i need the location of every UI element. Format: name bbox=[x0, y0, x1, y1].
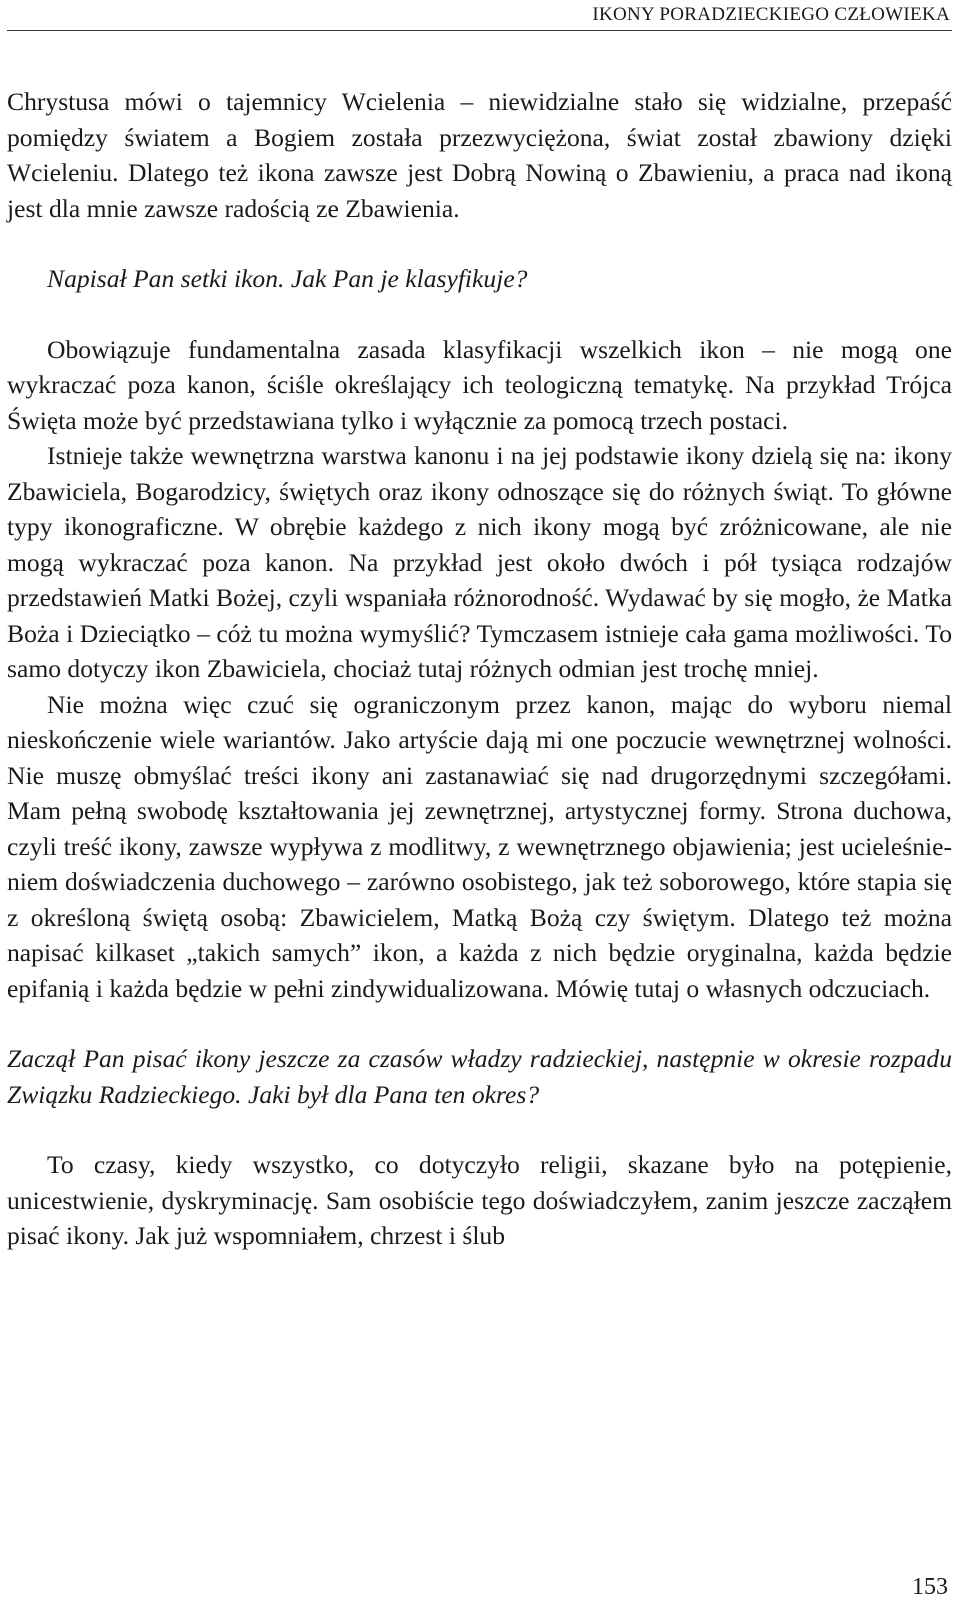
paragraph-gap bbox=[7, 1112, 952, 1147]
paragraph-gap bbox=[7, 1006, 952, 1041]
answer-paragraph: Istnieje także wewnętrzna warstwa kanonu i na jej podstawie ikony dzielą się na: ikony Zbawiciela, Bogarodzicy, świętych oraz ikony odnoszące się do różnych świąt. To główne typy ikonograficzne. W obrębie każdego z nich ikony mogą być zróżnicowane, ale nie mogą wykraczać poza kanon. Na przykład jest około dwóch i pół tysiąca rodzajów przedstawień Matki Bożej, czyli wspaniała różnorodność. Wydawać by się mogło, że Matka Boża i Dzieciątko – cóż tu można wymyślić? Tymczasem istnieje cała gama możliwości. To samo dotyczy ikon Zbawiciela, chociaż tutaj różnych odmian jest trochę mniej. bbox=[7, 441, 952, 683]
paragraph-continued: Chrystusa mówi o tajemnicy Wcielenia – niewidzialne stało się widzialne, przepaść pomiędzy światem a Bogiem została przezwyciężona, świat został zbawiony dzięki Wcieleniu. Dlatego też ikona zawsze jest Dobrą Nowiną o Zbawieniu, a praca nad ikoną jest dla mnie zawsze radością ze Zbawienia. bbox=[7, 87, 952, 223]
answer-paragraph: To czasy, kiedy wszystko, co dotyczyło religii, skazane było na potępienie, unicestwienie, dyskryminację. Sam osobiście tego doświadczyłem, zanim jeszcze zacząłem pisać ikony. Jak już wspomniałem, chrzest i ślub bbox=[7, 1150, 952, 1250]
paragraph-gap bbox=[7, 297, 952, 332]
running-head: IKONY PORADZIECKIEGO CZŁOWIEKA bbox=[592, 4, 950, 25]
paragraph-gap bbox=[7, 226, 952, 261]
answer-paragraph: Obowiązuje fundamentalna zasada klasyfikacji wszelkich ikon – nie mogą one wykraczać poza kanon, ściśle określający ich teologiczną tematykę. Na przykład Trójca Święta może być przedstawiana tylko i wyłącznie za pomocą trzech postaci. bbox=[7, 334, 952, 435]
page-number: 153 bbox=[912, 1574, 948, 1600]
answer-paragraph: Nie można więc czuć się ograniczonym przez kanon, mając do wyboru niemal nieskończenie wiele wariantów. Jako artyście dają mi one poczucie wewnętrznej wolności. Nie muszę obmyślać treści ikony ani zastanawiać się nad drugorzędnymi szczegółami. Mam pełną swobodę kształtowania jej zewnętrznej, artystycznej formy. Strona duchowa, czyli treść ikony, zawsze wypływa z modlitwy, z wewnętrznego objawienia; jest ucieleśnieniem doświadczenia duchowego – zarówno osobistego, jak też soborowego, które stapia się z określoną świętą osobą: Zbawicielem, Matką Bożą czy świętym. Dlatego też można napisać kilkaset „takich samych” ikon, a każda z nich będzie oryginalna, każda będzie epifanią i każda będzie w pełni zindywidualizowana. Mówię tutaj o własnych odczuciach. bbox=[7, 689, 952, 1003]
interview-question: Zaczął Pan pisać ikony jeszcze za czasów władzy radzieckiej, następnie w okresie rozpadu Związku Radzieckiego. Jaki był dla Pana ten okres? bbox=[7, 1044, 952, 1109]
page-body bbox=[7, 84, 952, 1254]
interview-question: Napisał Pan setki ikon. Jak Pan je klasyfikuje? bbox=[47, 264, 528, 293]
header-rule bbox=[7, 30, 952, 31]
